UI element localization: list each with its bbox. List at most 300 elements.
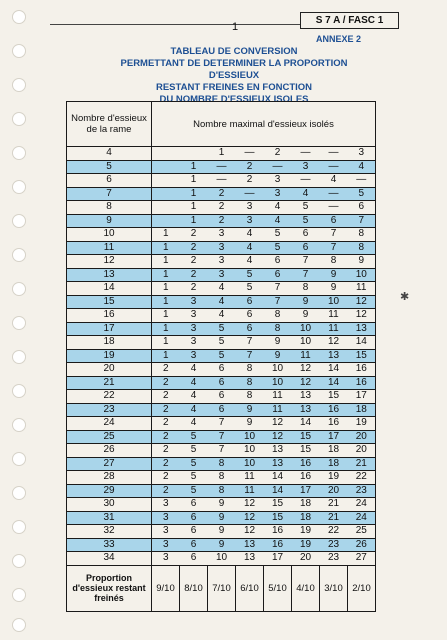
isolated-value-cell: 2 <box>152 376 180 390</box>
isolated-value-cell: 12 <box>236 498 264 512</box>
isolated-value-cell: 18 <box>320 457 348 471</box>
isolated-value-cell: 18 <box>320 444 348 458</box>
table-row <box>67 241 376 255</box>
isolated-value-cell: 11 <box>264 403 292 417</box>
isolated-value-cell: 3 <box>208 255 236 269</box>
isolated-value-cell: 1 <box>152 295 180 309</box>
table-row <box>67 214 376 228</box>
isolated-value-cell: 5 <box>236 282 264 296</box>
table-row <box>67 444 376 458</box>
isolated-value-cell: 15 <box>348 349 376 363</box>
proportion-cell: 8/10 <box>180 565 208 611</box>
isolated-value-cell: 1 <box>152 349 180 363</box>
proportion-cell: 5/10 <box>264 565 292 611</box>
axle-count-cell: 22 <box>67 390 152 404</box>
isolated-value-cell: 14 <box>320 376 348 390</box>
isolated-value-cell: 12 <box>292 363 320 377</box>
isolated-value-cell: 12 <box>236 525 264 539</box>
isolated-value-cell: 2 <box>264 147 292 161</box>
isolated-value-cell <box>152 201 180 215</box>
isolated-value-cell: 7 <box>320 228 348 242</box>
table-row <box>67 336 376 350</box>
isolated-value-cell: 4 <box>180 390 208 404</box>
isolated-value-cell: 12 <box>264 430 292 444</box>
isolated-value-cell: — <box>208 174 236 188</box>
isolated-value-cell: 20 <box>348 444 376 458</box>
isolated-value-cell: 1 <box>152 309 180 323</box>
isolated-value-cell: 3 <box>180 295 208 309</box>
axle-count-cell: 30 <box>67 498 152 512</box>
isolated-value-cell: 8 <box>236 376 264 390</box>
binder-holes <box>4 6 28 634</box>
axle-count-cell: 27 <box>67 457 152 471</box>
isolated-value-cell <box>152 214 180 228</box>
isolated-value-cell: 9 <box>348 255 376 269</box>
isolated-value-cell: 18 <box>292 498 320 512</box>
isolated-value-cell: 5 <box>236 268 264 282</box>
axle-count-cell: 26 <box>67 444 152 458</box>
isolated-value-cell: 21 <box>320 498 348 512</box>
isolated-value-cell: 1 <box>180 187 208 201</box>
table-row <box>67 295 376 309</box>
isolated-value-cell: 7 <box>292 255 320 269</box>
table-row <box>67 525 376 539</box>
isolated-value-cell: 7 <box>236 336 264 350</box>
proportion-cell: 7/10 <box>208 565 236 611</box>
isolated-value-cell: 20 <box>292 552 320 566</box>
table-row <box>67 484 376 498</box>
isolated-value-cell: 1 <box>180 201 208 215</box>
isolated-value-cell: 2 <box>180 268 208 282</box>
isolated-value-cell: 4 <box>208 282 236 296</box>
isolated-value-cell: 7 <box>348 214 376 228</box>
table-row <box>67 538 376 552</box>
isolated-value-cell: 13 <box>292 390 320 404</box>
isolated-value-cell: 6 <box>264 255 292 269</box>
isolated-value-cell: 7 <box>208 430 236 444</box>
isolated-value-cell: 15 <box>320 390 348 404</box>
isolated-value-cell: 5 <box>208 336 236 350</box>
isolated-value-cell: 10 <box>236 430 264 444</box>
isolated-value-cell: 6 <box>292 228 320 242</box>
isolated-value-cell: 2 <box>236 160 264 174</box>
isolated-value-cell: 20 <box>320 484 348 498</box>
isolated-value-cell: 11 <box>264 390 292 404</box>
isolated-value-cell: 19 <box>348 417 376 431</box>
isolated-value-cell: 7 <box>208 444 236 458</box>
isolated-value-cell: 12 <box>348 295 376 309</box>
table-row <box>67 255 376 269</box>
isolated-value-cell: 16 <box>348 376 376 390</box>
isolated-value-cell: 10 <box>236 444 264 458</box>
isolated-value-cell: 5 <box>180 430 208 444</box>
isolated-value-cell: 17 <box>348 390 376 404</box>
isolated-value-cell: 9 <box>208 511 236 525</box>
isolated-value-cell: 8 <box>208 471 236 485</box>
isolated-value-cell: 7 <box>236 349 264 363</box>
isolated-value-cell: 23 <box>348 484 376 498</box>
isolated-value-cell: — <box>236 187 264 201</box>
isolated-value-cell: 3 <box>208 268 236 282</box>
isolated-value-cell: 6 <box>180 552 208 566</box>
isolated-value-cell <box>152 160 180 174</box>
isolated-value-cell: 14 <box>348 336 376 350</box>
isolated-value-cell: 11 <box>236 471 264 485</box>
document-title <box>104 46 364 106</box>
isolated-value-cell: 4 <box>180 403 208 417</box>
isolated-value-cell: 6 <box>208 403 236 417</box>
isolated-value-cell: 24 <box>348 498 376 512</box>
annexe-label: ANNEXE 2 <box>316 34 362 44</box>
isolated-value-cell: 1 <box>152 282 180 296</box>
isolated-value-cell: 16 <box>292 471 320 485</box>
isolated-value-cell: 6 <box>320 214 348 228</box>
isolated-value-cell: — <box>320 201 348 215</box>
isolated-value-cell: 2 <box>152 444 180 458</box>
isolated-value-cell: 13 <box>320 349 348 363</box>
isolated-value-cell: 23 <box>320 538 348 552</box>
isolated-value-cell: 3 <box>152 538 180 552</box>
isolated-value-cell: 5 <box>264 241 292 255</box>
isolated-value-cell: 13 <box>236 538 264 552</box>
isolated-value-cell: 8 <box>264 309 292 323</box>
isolated-value-cell: 15 <box>264 511 292 525</box>
isolated-value-cell: 5 <box>348 187 376 201</box>
isolated-value-cell: 1 <box>180 160 208 174</box>
axle-count-cell: 33 <box>67 538 152 552</box>
isolated-value-cell: 5 <box>180 484 208 498</box>
table-row <box>67 349 376 363</box>
isolated-value-cell: 6 <box>208 390 236 404</box>
axle-count-cell: 19 <box>67 349 152 363</box>
isolated-value-cell: 5 <box>180 457 208 471</box>
isolated-value-cell: 3 <box>180 336 208 350</box>
isolated-value-cell <box>180 147 208 161</box>
isolated-value-cell: 2 <box>180 228 208 242</box>
axle-count-cell: 14 <box>67 282 152 296</box>
isolated-value-cell: 8 <box>264 322 292 336</box>
isolated-value-cell: 3 <box>180 322 208 336</box>
isolated-value-cell: 10 <box>348 268 376 282</box>
isolated-value-cell: 10 <box>292 336 320 350</box>
isolated-value-cell: 2 <box>208 214 236 228</box>
axle-count-cell: 31 <box>67 511 152 525</box>
table-row <box>67 552 376 566</box>
isolated-value-cell: 13 <box>292 403 320 417</box>
isolated-value-cell: 22 <box>320 525 348 539</box>
isolated-value-cell: 6 <box>180 525 208 539</box>
table-row <box>67 228 376 242</box>
isolated-value-cell: 14 <box>320 363 348 377</box>
isolated-value-cell: 6 <box>236 295 264 309</box>
isolated-value-cell: 25 <box>348 525 376 539</box>
isolated-value-cell: — <box>264 160 292 174</box>
proportion-cell: 3/10 <box>320 565 348 611</box>
table-row <box>67 430 376 444</box>
isolated-value-cell: 4 <box>264 201 292 215</box>
isolated-value-cell: 9 <box>320 282 348 296</box>
isolated-value-cell: 6 <box>180 538 208 552</box>
isolated-value-cell: 7 <box>208 417 236 431</box>
isolated-value-cell: — <box>320 160 348 174</box>
isolated-value-cell: 2 <box>152 403 180 417</box>
conversion-table <box>66 101 376 612</box>
isolated-value-cell: 16 <box>320 417 348 431</box>
isolated-value-cell: 16 <box>348 363 376 377</box>
isolated-value-cell: 12 <box>264 417 292 431</box>
isolated-value-cell: 4 <box>180 417 208 431</box>
isolated-value-cell: 17 <box>292 484 320 498</box>
axle-count-cell: 9 <box>67 214 152 228</box>
isolated-value-cell: 10 <box>236 457 264 471</box>
isolated-value-cell: 15 <box>292 444 320 458</box>
isolated-value-cell: 2 <box>152 484 180 498</box>
isolated-value-cell: 7 <box>264 282 292 296</box>
axle-count-cell: 28 <box>67 471 152 485</box>
table-row <box>67 268 376 282</box>
isolated-value-cell: 4 <box>348 160 376 174</box>
axle-count-cell: 25 <box>67 430 152 444</box>
title-line: DU NOMBRE D'ESSIEUX ISOLES <box>159 94 309 105</box>
isolated-value-cell: 5 <box>264 228 292 242</box>
isolated-value-cell: 9 <box>320 268 348 282</box>
isolated-value-cell: 3 <box>152 498 180 512</box>
isolated-value-cell: 11 <box>348 282 376 296</box>
isolated-value-cell: 5 <box>208 349 236 363</box>
axle-count-cell: 21 <box>67 376 152 390</box>
isolated-value-cell: 12 <box>236 511 264 525</box>
axle-count-cell: 6 <box>67 174 152 188</box>
axle-count-cell: 12 <box>67 255 152 269</box>
isolated-value-cell: 22 <box>348 471 376 485</box>
isolated-value-cell: 19 <box>320 471 348 485</box>
isolated-value-cell: 7 <box>264 295 292 309</box>
isolated-value-cell: 6 <box>236 322 264 336</box>
axle-count-cell: 18 <box>67 336 152 350</box>
isolated-value-cell: 2 <box>152 471 180 485</box>
isolated-value-cell: 24 <box>348 511 376 525</box>
isolated-value-cell: 14 <box>264 484 292 498</box>
isolated-value-cell: 3 <box>152 552 180 566</box>
isolated-value-cell: 3 <box>292 160 320 174</box>
isolated-value-cell: 5 <box>180 471 208 485</box>
isolated-value-cell: 2 <box>208 187 236 201</box>
header-rule <box>50 24 300 25</box>
isolated-value-cell: 3 <box>236 214 264 228</box>
isolated-value-cell: 21 <box>348 457 376 471</box>
isolated-value-cell: 4 <box>180 363 208 377</box>
isolated-value-cell <box>152 187 180 201</box>
isolated-value-cell: 12 <box>320 336 348 350</box>
isolated-value-cell: 8 <box>348 228 376 242</box>
axle-count-cell: 34 <box>67 552 152 566</box>
axle-count-cell: 24 <box>67 417 152 431</box>
isolated-value-cell: — <box>292 174 320 188</box>
proportion-cell: 9/10 <box>152 565 180 611</box>
isolated-value-cell: 4 <box>236 228 264 242</box>
isolated-value-cell: 11 <box>292 349 320 363</box>
table-row <box>67 417 376 431</box>
isolated-value-cell <box>152 174 180 188</box>
isolated-value-cell: 13 <box>264 457 292 471</box>
isolated-value-cell: 4 <box>264 214 292 228</box>
isolated-value-cell: 5 <box>180 444 208 458</box>
isolated-value-cell: 6 <box>180 498 208 512</box>
isolated-value-cell: 8 <box>208 457 236 471</box>
isolated-value-cell: 6 <box>264 268 292 282</box>
table-row <box>67 471 376 485</box>
table-row <box>67 363 376 377</box>
isolated-value-cell: 3 <box>152 511 180 525</box>
isolated-value-cell: 9 <box>292 309 320 323</box>
isolated-value-cell: — <box>236 147 264 161</box>
table-row <box>67 282 376 296</box>
axle-count-cell: 17 <box>67 322 152 336</box>
isolated-value-cell: 4 <box>180 376 208 390</box>
isolated-value-cell: 4 <box>292 187 320 201</box>
isolated-value-cell: 2 <box>152 417 180 431</box>
isolated-value-cell: 1 <box>180 214 208 228</box>
isolated-value-cell: 4 <box>236 255 264 269</box>
isolated-value-cell: 8 <box>208 484 236 498</box>
axle-count-cell: 29 <box>67 484 152 498</box>
table-row <box>67 322 376 336</box>
reference-box: S 7 A / FASC 1 <box>300 12 399 29</box>
isolated-value-cell: 6 <box>236 309 264 323</box>
isolated-value-cell: 10 <box>264 376 292 390</box>
isolated-value-cell: 18 <box>348 403 376 417</box>
isolated-value-cell: 10 <box>292 322 320 336</box>
isolated-value-cell: 15 <box>264 498 292 512</box>
isolated-value-cell: 21 <box>320 511 348 525</box>
isolated-value-cell: 6 <box>348 201 376 215</box>
isolated-value-cell: — <box>320 187 348 201</box>
isolated-value-cell: 16 <box>320 403 348 417</box>
isolated-value-cell: 11 <box>320 322 348 336</box>
isolated-value-cell: 17 <box>320 430 348 444</box>
isolated-value-cell: 1 <box>152 322 180 336</box>
axle-count-cell: 8 <box>67 201 152 215</box>
title-line: RESTANT FREINES EN FONCTION <box>155 82 313 93</box>
isolated-value-cell: 8 <box>292 282 320 296</box>
table-row <box>67 147 376 161</box>
table-row <box>67 376 376 390</box>
isolated-value-cell: 3 <box>264 187 292 201</box>
axle-count-cell: 32 <box>67 525 152 539</box>
isolated-value-cell: 4 <box>208 309 236 323</box>
table-row <box>67 457 376 471</box>
header-max-isolated: Nombre maximal d'essieux isolés <box>152 102 376 147</box>
table-row <box>67 309 376 323</box>
isolated-value-cell: 3 <box>208 228 236 242</box>
isolated-value-cell: 9 <box>264 349 292 363</box>
axle-count-cell: 13 <box>67 268 152 282</box>
proportion-row <box>67 565 376 611</box>
isolated-value-cell: 17 <box>264 552 292 566</box>
table-row <box>67 390 376 404</box>
isolated-value-cell: 8 <box>236 390 264 404</box>
isolated-value-cell: 8 <box>236 363 264 377</box>
table-row <box>67 160 376 174</box>
axle-count-cell: 15 <box>67 295 152 309</box>
isolated-value-cell: 16 <box>292 457 320 471</box>
proportion-cell: 2/10 <box>348 565 376 611</box>
isolated-value-cell: 19 <box>292 525 320 539</box>
isolated-value-cell: 13 <box>264 444 292 458</box>
isolated-value-cell: 5 <box>208 322 236 336</box>
isolated-value-cell: 3 <box>152 525 180 539</box>
isolated-value-cell: 2 <box>180 282 208 296</box>
isolated-value-cell: 8 <box>348 241 376 255</box>
isolated-value-cell: 9 <box>236 403 264 417</box>
isolated-value-cell: 13 <box>348 322 376 336</box>
axle-count-cell: 23 <box>67 403 152 417</box>
isolated-value-cell: 10 <box>320 295 348 309</box>
isolated-value-cell: 5 <box>292 214 320 228</box>
isolated-value-cell: 9 <box>292 295 320 309</box>
proportion-cell: 6/10 <box>236 565 264 611</box>
axle-count-cell: 5 <box>67 160 152 174</box>
isolated-value-cell: 9 <box>208 525 236 539</box>
isolated-value-cell: 3 <box>264 174 292 188</box>
isolated-value-cell: 12 <box>348 309 376 323</box>
isolated-value-cell: 6 <box>208 376 236 390</box>
isolated-value-cell: 12 <box>292 376 320 390</box>
axle-count-cell: 11 <box>67 241 152 255</box>
isolated-value-cell: 14 <box>292 417 320 431</box>
isolated-value-cell: 6 <box>208 363 236 377</box>
isolated-value-cell: 9 <box>236 417 264 431</box>
isolated-value-cell: 3 <box>236 201 264 215</box>
isolated-value-cell: 2 <box>208 201 236 215</box>
isolated-value-cell: 4 <box>320 174 348 188</box>
isolated-value-cell: 1 <box>208 147 236 161</box>
header-axle-count: Nombre d'essieux de la rame <box>67 102 152 147</box>
isolated-value-cell <box>152 147 180 161</box>
title-line: PERMETTANT DE DETERMINER LA PROPORTION D'ESSIEUX <box>120 58 348 81</box>
table-row <box>67 403 376 417</box>
isolated-value-cell: 10 <box>264 363 292 377</box>
proportion-label: Proportion d'essieux restant freinés <box>67 565 152 611</box>
isolated-value-cell: 27 <box>348 552 376 566</box>
isolated-value-cell: 1 <box>180 174 208 188</box>
axle-count-cell: 10 <box>67 228 152 242</box>
isolated-value-cell: 8 <box>320 255 348 269</box>
table-row <box>67 187 376 201</box>
table-row <box>67 498 376 512</box>
isolated-value-cell: 3 <box>180 309 208 323</box>
isolated-value-cell: 9 <box>208 538 236 552</box>
isolated-value-cell: — <box>292 147 320 161</box>
isolated-value-cell: 4 <box>236 241 264 255</box>
axle-count-cell: 20 <box>67 363 152 377</box>
isolated-value-cell: 1 <box>152 336 180 350</box>
page-number: 1 <box>232 21 239 33</box>
isolated-value-cell: 10 <box>208 552 236 566</box>
isolated-value-cell: 2 <box>152 430 180 444</box>
axle-count-cell: 7 <box>67 187 152 201</box>
isolated-value-cell: 7 <box>292 268 320 282</box>
isolated-value-cell: 19 <box>292 538 320 552</box>
isolated-value-cell: 11 <box>320 309 348 323</box>
isolated-value-cell: 26 <box>348 538 376 552</box>
isolated-value-cell: 2 <box>152 363 180 377</box>
isolated-value-cell: 9 <box>208 498 236 512</box>
isolated-value-cell: 6 <box>180 511 208 525</box>
isolated-value-cell: 3 <box>180 349 208 363</box>
isolated-value-cell: — <box>320 147 348 161</box>
isolated-value-cell: 2 <box>152 390 180 404</box>
